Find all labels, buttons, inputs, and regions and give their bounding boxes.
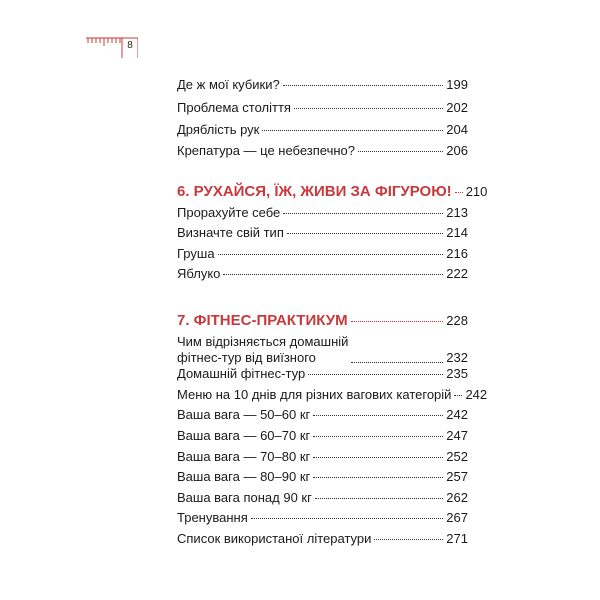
toc-entry[interactable] [177, 469, 468, 485]
toc-entry-title: Ваша вага — 60–70 кг [177, 428, 311, 443]
toc-entry-title: Домашній фітнес-тур [177, 366, 306, 381]
toc-entry-title: Ваша вага — 50–60 кг [177, 407, 311, 422]
dot-leader [283, 212, 443, 214]
toc-entry-page: 222 [446, 266, 468, 281]
page-number-ruler [86, 32, 138, 58]
chapter-7-heading[interactable] [177, 313, 468, 329]
toc-entry-page: 214 [446, 225, 468, 240]
toc-entry-page: 202 [446, 100, 468, 115]
toc-entry-title: Ваша вага — 80–90 кг [177, 469, 311, 484]
chapter-6-heading[interactable] [177, 183, 488, 200]
dot-leader [294, 107, 443, 109]
dot-leader [351, 361, 443, 363]
toc-entry-page: 199 [446, 77, 468, 92]
toc-entry-title: Дряблість рук [177, 122, 260, 137]
toc-entry[interactable] [177, 122, 468, 138]
dot-leader [313, 414, 443, 416]
toc-entry-page: 235 [446, 366, 468, 381]
toc-entry-title-line-2: фітнес-тур від виїзного [177, 350, 316, 365]
toc-entry-page: 262 [446, 490, 468, 505]
page-number: 8 [127, 40, 133, 51]
toc-entry-page: 213 [446, 205, 468, 220]
toc-entry[interactable] [177, 387, 488, 403]
toc-entry[interactable] [177, 225, 468, 241]
toc-entry[interactable] [177, 510, 468, 526]
toc-entry[interactable] [177, 77, 468, 93]
dot-leader [262, 129, 443, 131]
toc-entry[interactable] [177, 334, 468, 366]
toc-entry[interactable] [177, 366, 468, 382]
dot-leader [313, 435, 443, 437]
toc-entry-title: Меню на 10 днів для різних вагових категорій [177, 387, 452, 402]
dot-leader [358, 150, 443, 152]
chapter-page: 228 [446, 313, 468, 328]
dot-leader [454, 394, 462, 396]
toc-entry-title: Ваша вага понад 90 кг [177, 490, 312, 505]
toc-entry-page: 232 [446, 350, 468, 365]
dot-leader [283, 84, 444, 86]
dot-leader [374, 538, 443, 540]
toc-entry[interactable] [177, 428, 468, 444]
dot-leader [455, 191, 463, 193]
dot-leader [287, 232, 443, 234]
toc-entry[interactable] [177, 205, 468, 221]
toc-entry-title: Яблуко [177, 266, 221, 281]
toc-entry[interactable] [177, 531, 468, 547]
toc-entry-page: 204 [446, 122, 468, 137]
toc-entry[interactable] [177, 100, 468, 116]
dot-leader [313, 456, 443, 458]
toc-entry-title: Проблема століття [177, 100, 291, 115]
toc-entry[interactable] [177, 246, 468, 262]
toc-entry-title: Прорахуйте себе [177, 205, 281, 220]
toc-entry-title: Ваша вага — 70–80 кг [177, 449, 311, 464]
toc-entry-title: Груша [177, 246, 215, 261]
toc-entry-title: Тренування [177, 510, 248, 525]
dot-leader [315, 497, 443, 499]
toc-entry-page: 271 [446, 531, 468, 546]
toc-entry-title-line-1: Чим відрізняється домашній [177, 334, 349, 349]
toc-entry-page: 216 [446, 246, 468, 261]
toc-entry[interactable] [177, 143, 468, 159]
toc-entry-title: Визначте свій тип [177, 225, 284, 240]
toc-entry-page: 242 [446, 407, 468, 422]
toc-entry-page: 247 [446, 428, 468, 443]
chapter-title: 6. РУХАЙСЯ, ЇЖ, ЖИВИ ЗА ФІГУРОЮ! [177, 183, 452, 200]
toc-entry-title: Крепатура — це небезпечно? [177, 143, 356, 158]
chapter-title: 7. ФІТНЕС-ПРАКТИКУМ [177, 312, 348, 329]
dot-leader [218, 253, 444, 255]
toc-entry-page: 252 [446, 449, 468, 464]
toc-entry[interactable] [177, 266, 468, 282]
dot-leader [313, 476, 443, 478]
toc-entry[interactable] [177, 449, 468, 465]
dot-leader [308, 373, 443, 375]
toc-entry-page: 242 [465, 387, 488, 402]
chapter-page: 210 [465, 184, 488, 199]
toc-entry-title: Список використаної літератури [177, 531, 372, 546]
dot-leader [351, 320, 444, 322]
toc-entry[interactable] [177, 490, 468, 506]
toc-entry-title: Де ж мої кубики? [177, 77, 280, 92]
toc-entry-title [177, 334, 348, 366]
dot-leader [251, 517, 444, 519]
toc-entry-page: 267 [446, 510, 468, 525]
toc-entry[interactable] [177, 407, 468, 423]
toc-entry-page: 257 [446, 469, 468, 484]
dot-leader [223, 273, 443, 275]
toc-entry-page: 206 [446, 143, 468, 158]
